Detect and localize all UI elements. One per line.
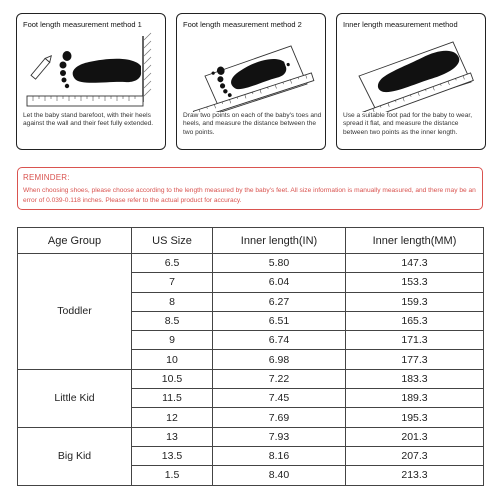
- reminder-box: [17, 167, 483, 210]
- inner-length-in-cell: 6.51: [213, 311, 346, 330]
- inner-length-in-cell: 7.45: [213, 389, 346, 408]
- inner-length-mm-cell: 201.3: [346, 427, 484, 446]
- inner-length-in-cell: 8.16: [213, 446, 346, 465]
- footprint-paper-ruler-icon: [183, 32, 321, 112]
- method-1-panel: [16, 13, 166, 150]
- age-group-cell: Big Kid: [18, 427, 132, 485]
- inner-length-in-cell: 6.27: [213, 292, 346, 311]
- inner-length-mm-cell: 189.3: [346, 389, 484, 408]
- header-inner-length-in: Inner length(IN): [213, 228, 346, 254]
- age-group-cell: Little Kid: [18, 369, 132, 427]
- inner-length-mm-cell: 147.3: [346, 254, 484, 273]
- inner-length-mm-cell: 171.3: [346, 331, 484, 350]
- table-header-row: [18, 228, 484, 254]
- table-row: [18, 369, 484, 388]
- us-size-cell: 7: [132, 273, 213, 292]
- inner-length-mm-cell: 213.3: [346, 466, 484, 485]
- measurement-methods: [16, 13, 486, 150]
- table-row: [18, 254, 484, 273]
- header-us-size: US Size: [132, 228, 213, 254]
- us-size-cell: 10.5: [132, 369, 213, 388]
- table-row: [18, 427, 484, 446]
- inner-length-in-cell: 8.40: [213, 466, 346, 485]
- inner-length-mm-cell: 153.3: [346, 273, 484, 292]
- reminder-title: REMINDER:: [23, 173, 70, 182]
- inner-length-mm-cell: 165.3: [346, 311, 484, 330]
- inner-length-mm-cell: 177.3: [346, 350, 484, 369]
- us-size-cell: 13.5: [132, 446, 213, 465]
- us-size-cell: 11.5: [132, 389, 213, 408]
- method-1-description: Let the baby stand barefoot, with their heels against the wall and their feet fully extended.: [23, 112, 154, 128]
- method-1-title: Foot length measurement method 1: [23, 20, 142, 29]
- us-size-cell: 9: [132, 331, 213, 350]
- us-size-cell: 10: [132, 350, 213, 369]
- inner-length-mm-cell: 183.3: [346, 369, 484, 388]
- age-group-cell: Toddler: [18, 254, 132, 370]
- us-size-cell: 8.5: [132, 311, 213, 330]
- size-chart-table: [17, 227, 484, 486]
- us-size-cell: 12: [132, 408, 213, 427]
- inner-length-mm-cell: 159.3: [346, 292, 484, 311]
- inner-length-mm-cell: 207.3: [346, 446, 484, 465]
- footprint-pencil-ruler-wall-icon: [23, 32, 161, 112]
- inner-length-in-cell: 6.74: [213, 331, 346, 350]
- insole-paper-ruler-icon: [343, 32, 481, 112]
- inner-length-in-cell: 7.69: [213, 408, 346, 427]
- inner-length-in-cell: 5.80: [213, 254, 346, 273]
- method-2-panel: [176, 13, 326, 150]
- inner-length-in-cell: 6.98: [213, 350, 346, 369]
- us-size-cell: 6.5: [132, 254, 213, 273]
- reminder-text: When choosing shoes, please choose according to the length measured by the baby's feet. All size information is manually measured, and there may be an error of 0.039-0.118 inches. Please refer to the actual product for accuracy.: [23, 187, 476, 204]
- method-3-title: Inner length measurement method: [343, 20, 458, 29]
- header-age-group: Age Group: [18, 228, 132, 254]
- method-2-title: Foot length measurement method 2: [183, 20, 302, 29]
- method-2-description: Draw two points on each of the baby's toes and heels, and measure the distance between the two points.: [183, 112, 322, 136]
- inner-length-mm-cell: 195.3: [346, 408, 484, 427]
- inner-length-in-cell: 6.04: [213, 273, 346, 292]
- us-size-cell: 8: [132, 292, 213, 311]
- inner-length-in-cell: 7.22: [213, 369, 346, 388]
- inner-length-in-cell: 7.93: [213, 427, 346, 446]
- method-3-panel: [336, 13, 486, 150]
- us-size-cell: 1.5: [132, 466, 213, 485]
- table-body: [18, 254, 484, 486]
- us-size-cell: 13: [132, 427, 213, 446]
- header-inner-length-mm: Inner length(MM): [346, 228, 484, 254]
- method-3-description: Use a suitable foot pad for the baby to wear, spread it flat, and measure the distance between two points as the inner length.: [343, 112, 473, 136]
